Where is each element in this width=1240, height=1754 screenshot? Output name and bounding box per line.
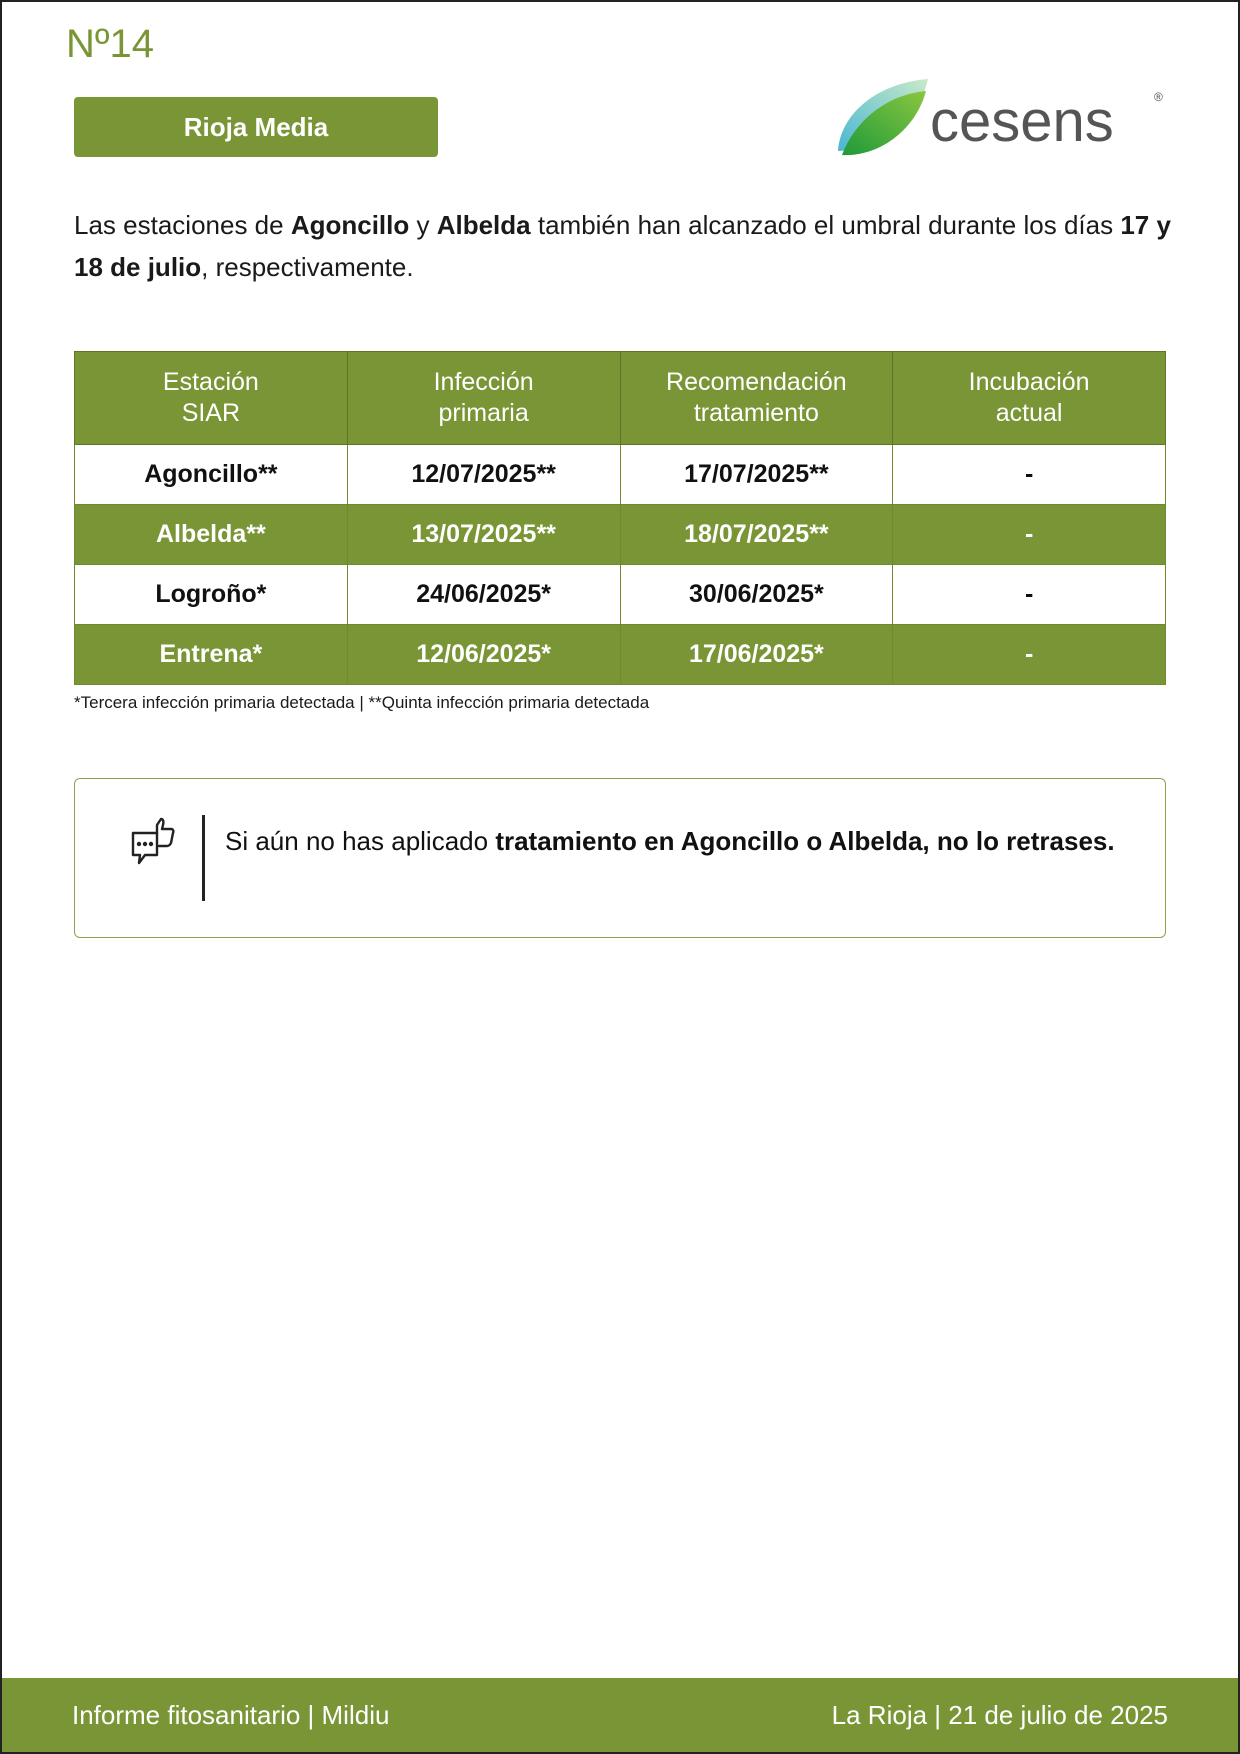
table-header-row <box>75 352 1166 445</box>
cell-primary: 24/06/2025* <box>347 565 620 625</box>
cesens-logo <box>836 75 1176 165</box>
stations-table <box>74 351 1166 685</box>
issue-number: Nº14 <box>66 22 154 66</box>
cell-station: Albelda** <box>75 505 348 565</box>
logo-text: cesens <box>930 89 1114 154</box>
cell-primary: 13/07/2025** <box>347 505 620 565</box>
intro-paragraph: Las estaciones de Agoncillo y Albelda también han alcanzado el umbral durante los días 17 y 18 de julio, respectivamente. <box>74 210 1171 282</box>
chat-thumbs-up-icon <box>127 817 183 873</box>
footer-location-date: La Rioja | 21 de julio de 2025 <box>831 1700 1168 1730</box>
header-station: Estación SIAR <box>75 352 348 445</box>
cell-treatment: 30/06/2025* <box>620 565 893 625</box>
table-footnote: *Tercera infección primaria detectada | **Quinta infección primaria detectada <box>74 693 650 712</box>
cell-treatment: 17/07/2025** <box>620 445 893 505</box>
station-agoncillo: Agoncillo <box>290 210 410 240</box>
threshold-dates: 17 y 18 de julio <box>74 210 1171 282</box>
cell-incubation: - <box>893 505 1166 565</box>
callout-text: Si aún no has aplicado tratamiento en Agoncillo o Albelda, no lo retrases. <box>225 826 1115 856</box>
cesens-logo-graphic <box>836 75 1176 165</box>
cell-treatment: 18/07/2025** <box>620 505 893 565</box>
footer-report-title: Informe fitosanitario | Mildiu <box>72 1700 390 1730</box>
cell-station: Agoncillo** <box>75 445 348 505</box>
cell-incubation: - <box>893 445 1166 505</box>
cell-station: Entrena* <box>75 625 348 685</box>
cell-incubation: - <box>893 565 1166 625</box>
table-row <box>75 565 1166 625</box>
station-albelda: Albelda <box>436 210 531 240</box>
header-current-incubation: Incubación actual <box>893 352 1166 445</box>
cell-treatment: 17/06/2025* <box>620 625 893 685</box>
recommendation-callout <box>74 778 1166 938</box>
table-row <box>75 625 1166 685</box>
callout-divider <box>202 815 205 901</box>
cell-station: Logroño* <box>75 565 348 625</box>
cell-primary: 12/07/2025** <box>347 445 620 505</box>
cell-incubation: - <box>893 625 1166 685</box>
header-primary-infection: Infección primaria <box>347 352 620 445</box>
logo-registered-mark: ® <box>1154 90 1163 104</box>
page-footer <box>2 1678 1238 1752</box>
header-treatment-recommendation: Recomendación tratamiento <box>620 352 893 445</box>
callout-emphasis: tratamiento en Agoncillo o Albelda, no lo retrases. <box>495 826 1115 856</box>
region-badge: Rioja Media <box>74 97 438 157</box>
cell-primary: 12/06/2025* <box>347 625 620 685</box>
table-row <box>75 505 1166 565</box>
table-row <box>75 445 1166 505</box>
